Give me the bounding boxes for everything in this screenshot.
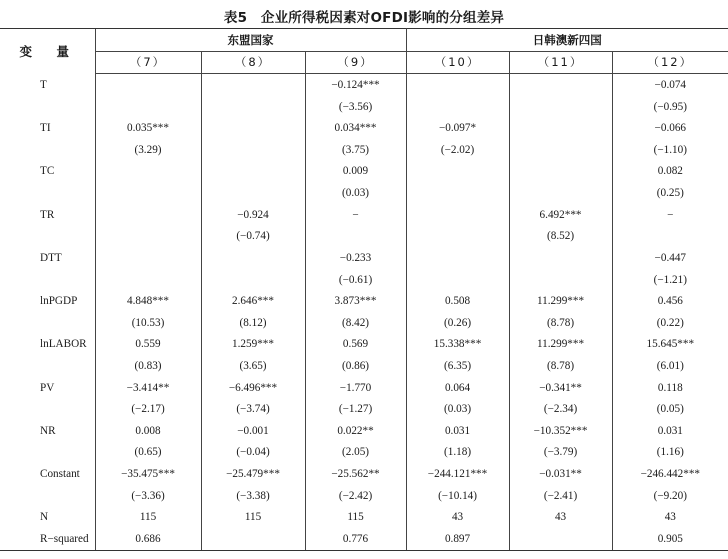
row-label [0, 96, 95, 118]
table-cell [509, 74, 612, 96]
table-cell: 0.559 [95, 334, 201, 356]
table-row-tstat [0, 398, 728, 420]
table-cell: (8.12) [201, 312, 305, 334]
table-cell: 1.259*** [201, 334, 305, 356]
row-label [0, 398, 95, 420]
row-label: NR [40, 424, 56, 437]
table-cell [201, 74, 305, 96]
table-cell [201, 117, 305, 139]
table-cell: 0.686 [95, 528, 201, 550]
table-cell: 0.031 [612, 420, 728, 442]
table-cell: 115 [95, 506, 201, 528]
table-title: 表5 企业所得税因素对OFDI影响的分组差异 [223, 10, 505, 26]
table-cell: (8.52) [509, 225, 612, 247]
table-cell [201, 247, 305, 269]
table-row [0, 420, 728, 442]
table-cell: (8.42) [305, 312, 406, 334]
table-cell: −1.770 [305, 377, 406, 399]
table-cell: 15.338*** [406, 334, 509, 356]
table-row-tstat [0, 312, 728, 334]
table-cell [406, 96, 509, 118]
table-cell [509, 117, 612, 139]
table-cell: −0.124*** [305, 74, 406, 96]
table-cell: 0.022** [305, 420, 406, 442]
table-cell: 0.118 [612, 377, 728, 399]
table-cell: 0.064 [406, 377, 509, 399]
table-row-tstat [0, 225, 728, 247]
table-row [0, 247, 728, 269]
table-cell: 43 [509, 506, 612, 528]
table-cell: −0.447 [612, 247, 728, 269]
table-cell: −0.924 [201, 204, 305, 226]
table-cell: (0.65) [95, 442, 201, 464]
column-header: （9） [305, 51, 406, 74]
row-label [0, 312, 95, 334]
table-cell: (−9.20) [612, 485, 728, 507]
table-cell: (8.78) [509, 355, 612, 377]
variable-header: 变 量 [0, 29, 95, 74]
table-cell: − [305, 204, 406, 226]
table-cell: (6.35) [406, 355, 509, 377]
table-cell: (−2.02) [406, 139, 509, 161]
column-header: （12） [612, 51, 728, 74]
table-row [0, 117, 728, 139]
row-label [0, 355, 95, 377]
table-cell: (−2.41) [509, 485, 612, 507]
table-row [0, 528, 728, 550]
row-label: TC [40, 165, 55, 178]
table-cell [95, 96, 201, 118]
table-cell [201, 96, 305, 118]
table-cell: 3.873*** [305, 290, 406, 312]
table-cell: 0.034*** [305, 117, 406, 139]
table-cell [509, 182, 612, 204]
table-row-tstat [0, 355, 728, 377]
table-cell: (−2.34) [509, 398, 612, 420]
table-cell [509, 269, 612, 291]
table-cell: −0.341** [509, 377, 612, 399]
table-cell: (−3.56) [305, 96, 406, 118]
row-label: TR [40, 208, 55, 221]
table-cell [201, 269, 305, 291]
table-cell [406, 204, 509, 226]
table-cell: 0.776 [305, 528, 406, 550]
table-cell: (1.18) [406, 442, 509, 464]
table-cell: (−0.95) [612, 96, 728, 118]
table-cell: (−10.14) [406, 485, 509, 507]
table-cell [406, 161, 509, 183]
table-row-tstat [0, 182, 728, 204]
table-cell [201, 161, 305, 183]
table-cell: 2.646*** [201, 290, 305, 312]
table-cell: (−3.38) [201, 485, 305, 507]
table-cell: −0.031** [509, 463, 612, 485]
table-cell [201, 528, 305, 550]
table-cell: (0.05) [612, 398, 728, 420]
table-cell: −3.414** [95, 377, 201, 399]
table-cell: 4.848*** [95, 290, 201, 312]
table-cell: 43 [406, 506, 509, 528]
regression-table [0, 28, 728, 551]
table-cell: −0.233 [305, 247, 406, 269]
table-cell: (−1.10) [612, 139, 728, 161]
table-row [0, 463, 728, 485]
table-cell: 0.905 [612, 528, 728, 550]
table-cell [95, 182, 201, 204]
row-label: lnLABOR [40, 338, 87, 351]
table-cell: (1.16) [612, 442, 728, 464]
table-cell: (0.22) [612, 312, 728, 334]
row-label: T [40, 78, 47, 91]
row-label [0, 225, 95, 247]
table-cell: 0.031 [406, 420, 509, 442]
column-header: （8） [201, 51, 305, 74]
table-cell: (0.86) [305, 355, 406, 377]
table-cell: −0.066 [612, 117, 728, 139]
table-cell: − [612, 204, 728, 226]
table-cell: (−1.27) [305, 398, 406, 420]
table-row [0, 204, 728, 226]
table-cell: (−2.17) [95, 398, 201, 420]
table-cell: 0.008 [95, 420, 201, 442]
table-row [0, 161, 728, 183]
table-cell: 115 [201, 506, 305, 528]
table-cell [509, 96, 612, 118]
table-cell: (2.05) [305, 442, 406, 464]
table-cell: −0.074 [612, 74, 728, 96]
table-cell [509, 528, 612, 550]
row-label: lnPGDP [40, 295, 78, 308]
table-cell [509, 247, 612, 269]
table-cell: (0.25) [612, 182, 728, 204]
table-cell: 115 [305, 506, 406, 528]
column-header: （10） [406, 51, 509, 74]
row-label [0, 139, 95, 161]
table-cell: −0.001 [201, 420, 305, 442]
table-row [0, 377, 728, 399]
table-cell [95, 204, 201, 226]
table-cell: −10.352*** [509, 420, 612, 442]
table-row-tstat [0, 139, 728, 161]
row-label: Constant [40, 467, 80, 480]
table-cell: 0.569 [305, 334, 406, 356]
table-row [0, 506, 728, 528]
table-cell [95, 74, 201, 96]
table-cell: (10.53) [95, 312, 201, 334]
table-cell: (3.75) [305, 139, 406, 161]
row-label [0, 442, 95, 464]
table-cell: (3.29) [95, 139, 201, 161]
table-cell [509, 161, 612, 183]
table-cell [406, 225, 509, 247]
table-cell [509, 139, 612, 161]
row-label [0, 485, 95, 507]
table-cell: 0.897 [406, 528, 509, 550]
table-cell: 15.645*** [612, 334, 728, 356]
table-cell: 6.492*** [509, 204, 612, 226]
column-header-row [0, 51, 728, 74]
table-cell [95, 225, 201, 247]
table-cell [406, 182, 509, 204]
table-cell: (8.78) [509, 312, 612, 334]
table-cell: (−2.42) [305, 485, 406, 507]
table-row-tstat [0, 442, 728, 464]
row-label: PV [40, 381, 55, 394]
table-cell: (−3.79) [509, 442, 612, 464]
table-cell [201, 139, 305, 161]
table-cell: (6.01) [612, 355, 728, 377]
group-header-jkan: 日韩澳新四国 [406, 29, 728, 52]
table-cell: 0.082 [612, 161, 728, 183]
table-row-tstat [0, 269, 728, 291]
row-label: TI [40, 122, 51, 135]
table-cell: 11.299*** [509, 290, 612, 312]
table-cell: (0.03) [305, 182, 406, 204]
table-cell: −244.121*** [406, 463, 509, 485]
table-cell: (−3.74) [201, 398, 305, 420]
column-header: （7） [95, 51, 201, 74]
table-cell [406, 74, 509, 96]
table-cell: (0.26) [406, 312, 509, 334]
table-cell: −6.496*** [201, 377, 305, 399]
column-header: （11） [509, 51, 612, 74]
table-row [0, 334, 728, 356]
table-cell: 11.299*** [509, 334, 612, 356]
table-cell: (3.65) [201, 355, 305, 377]
row-label: DTT [40, 251, 62, 264]
table-cell: (0.03) [406, 398, 509, 420]
table-row-tstat [0, 485, 728, 507]
row-label [0, 182, 95, 204]
row-label [0, 269, 95, 291]
table-cell [95, 161, 201, 183]
table-cell [201, 182, 305, 204]
table-cell: (−0.61) [305, 269, 406, 291]
table-cell [406, 247, 509, 269]
table-row [0, 74, 728, 96]
table-cell: 0.508 [406, 290, 509, 312]
row-label: N [40, 511, 49, 524]
table-cell: −246.442*** [612, 463, 728, 485]
table-cell: −25.562** [305, 463, 406, 485]
table-cell [95, 269, 201, 291]
table-cell: 0.456 [612, 290, 728, 312]
table-cell: (−3.36) [95, 485, 201, 507]
group-header-asean: 东盟国家 [95, 29, 406, 52]
table-cell: (−0.74) [201, 225, 305, 247]
table-cell [95, 247, 201, 269]
table-cell: (0.83) [95, 355, 201, 377]
group-header-row [0, 29, 728, 52]
table-cell: 0.035*** [95, 117, 201, 139]
table-row-tstat [0, 96, 728, 118]
table-cell: (−0.04) [201, 442, 305, 464]
table-cell [406, 269, 509, 291]
table-cell [305, 225, 406, 247]
table-cell: −35.475*** [95, 463, 201, 485]
table-cell: 43 [612, 506, 728, 528]
table-cell: −0.097* [406, 117, 509, 139]
table-cell: −25.479*** [201, 463, 305, 485]
table-cell: (−1.21) [612, 269, 728, 291]
table-cell [612, 225, 728, 247]
row-label: R−squared [0, 528, 95, 550]
table-row [0, 290, 728, 312]
table-cell: 0.009 [305, 161, 406, 183]
